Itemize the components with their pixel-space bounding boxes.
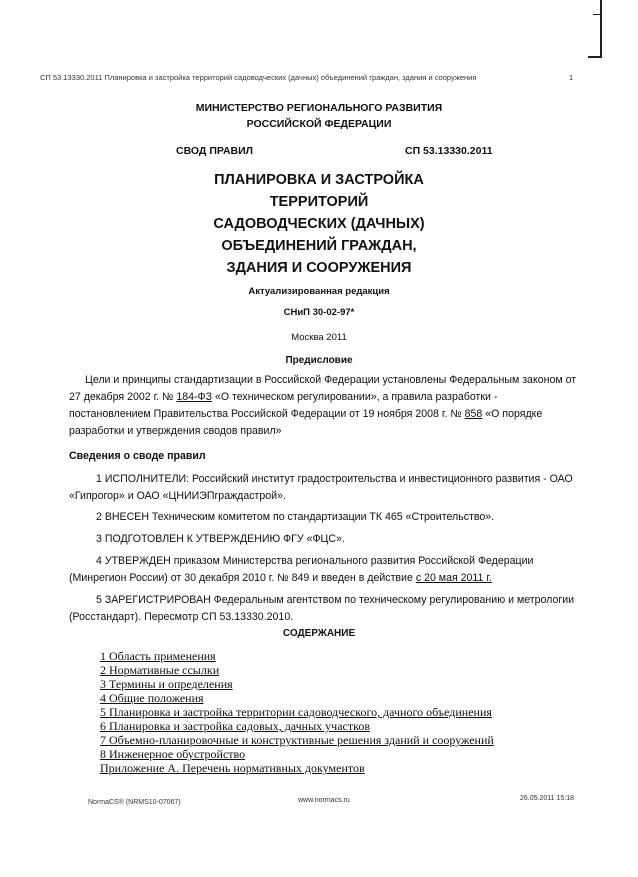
- preface-line: постановлением Правительства Российской Федерации от 19 ноября 2008 г. № 858 «О порядке: [69, 408, 543, 420]
- title-line: ЗДАНИЯ И СООРУЖЕНИЯ: [226, 260, 412, 276]
- page-number: 1: [569, 73, 574, 82]
- info-item: 4 УТВЕРЖДЕН приказом Министерства регионального развития Российской Федерации: [96, 555, 534, 567]
- info-item: (Минрегион России) от 30 декабря 2010 г. № 849 и введен в действие с 20 мая 2011 г.: [69, 572, 492, 584]
- toc-item[interactable]: 8 Инженерное обустройство: [100, 747, 246, 761]
- footer-date: 26.05.2011 15:18: [520, 795, 574, 802]
- info-heading: Сведения о своде правил: [69, 450, 206, 462]
- contents-heading: СОДЕРЖАНИЕ: [282, 628, 356, 639]
- scan-mark: [593, 14, 600, 15]
- effective-date: с 20 мая 2011 г.: [415, 572, 492, 584]
- decree-link[interactable]: 858: [464, 408, 483, 420]
- info-item: 1 ИСПОЛНИТЕЛИ: Российский институт градостроительства и инвестиционного развития - ОАО: [96, 473, 573, 485]
- toc-item[interactable]: Приложение А. Перечень нормативных документов: [100, 761, 365, 775]
- info-item: 3 ПОДГОТОВЛЕН К УТВЕРЖДЕНИЮ ФГУ «ФЦС».: [96, 533, 345, 545]
- ministry-line-2: РОССИЙСКОЙ ФЕДЕРАЦИИ: [246, 118, 392, 130]
- title-line: ПЛАНИРОВКА И ЗАСТРОЙКА: [214, 172, 424, 188]
- scan-mark: [600, 0, 602, 58]
- place-year: Москва 2011: [291, 332, 347, 343]
- title-line: ТЕРРИТОРИЙ: [269, 194, 369, 210]
- code-label: СВОД ПРАВИЛ: [176, 145, 254, 157]
- preface-heading: Предисловие: [285, 355, 353, 366]
- toc-item[interactable]: 2 Нормативные ссылки: [100, 663, 220, 677]
- toc-item[interactable]: 4 Общие положения: [100, 691, 204, 705]
- preface-line: разработки и утверждения сводов правил»: [69, 425, 282, 437]
- footer-left: NormaCS® (NRMS10-07067): [88, 799, 181, 806]
- toc-item[interactable]: 5 Планировка и застройка территории садоводческого, дачного объединения: [100, 705, 492, 719]
- title-line: САДОВОДЧЕСКИХ (ДАЧНЫХ): [213, 216, 425, 232]
- info-item: 5 ЗАРЕГИСТРИРОВАН Федеральным агентством по техническому регулированию и метрологии: [96, 594, 575, 606]
- scan-mark: [588, 56, 602, 58]
- ministry-line-1: МИНИСТЕРСТВО РЕГИОНАЛЬНОГО РАЗВИТИЯ: [195, 102, 443, 114]
- toc-item[interactable]: 6 Планировка и застройка садовых, дачных участков: [100, 719, 370, 733]
- edition: Актуализированная редакция: [248, 286, 390, 297]
- footer-url[interactable]: www.normacs.ru: [298, 797, 350, 804]
- toc-item[interactable]: 7 Объемно-планировочные и конструктивные решения зданий и сооружений: [100, 733, 494, 747]
- snip-number: СНиП 30-02-97*: [283, 307, 355, 318]
- law-link[interactable]: 184-ФЗ: [176, 391, 213, 403]
- toc-item[interactable]: 3 Термины и определения: [100, 677, 233, 691]
- title-line: ОБЪЕДИНЕНИЙ ГРАЖДАН,: [221, 238, 417, 254]
- toc-item[interactable]: 1 Область применения: [100, 649, 216, 663]
- preface-line: 27 декабря 2002 г. № 184-ФЗ «О техническом регулировании», а правила разработки -: [69, 391, 498, 403]
- running-header: СП 53.13330.2011 Планировка и застройка территорий садоводческих (дачных) объединений граждан, здания и сооружения: [40, 73, 477, 82]
- info-item: 2 ВНЕСЕН Техническим комитетом по стандартизации ТК 465 «Строительство».: [96, 511, 495, 523]
- code-number: СП 53.13330.2011: [405, 145, 493, 157]
- info-item: «Гипрогор» и ОАО «ЦНИИЭПграждастрой».: [69, 490, 286, 502]
- info-item: (Росстандарт). Пересмотр СП 53.13330.2010.: [69, 611, 294, 623]
- preface-line: Цели и принципы стандартизации в Российской Федерации установлены Федеральным законом от: [85, 374, 577, 386]
